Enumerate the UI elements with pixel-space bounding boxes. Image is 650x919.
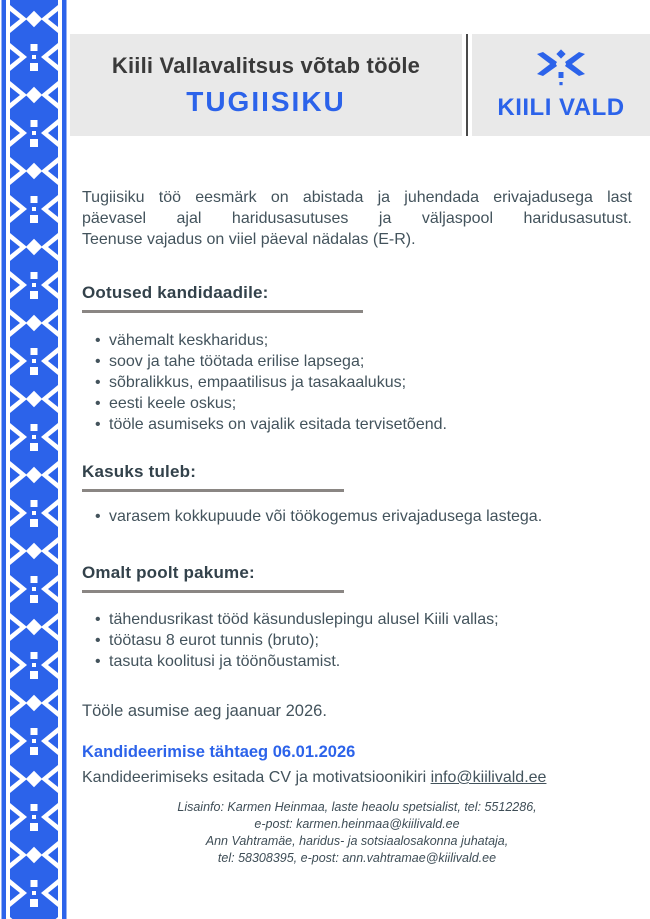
- intro-line: Teenuse vajadus on viiel päeval nädalas (E-R).: [82, 231, 416, 248]
- section-heading-expectations: Ootused kandidaadile:: [82, 283, 269, 302]
- list-item: • tööle asumiseks on vajalik esitada tervisetõend.: [95, 414, 632, 435]
- offer-list: [95, 609, 632, 672]
- page-title: Kiili Vallavalitsus võtab tööle: [111, 52, 421, 78]
- apply-line: [82, 769, 632, 787]
- contact-line: Lisainfo: Karmen Heinmaa, laste heaolu spetsialist, tel: 5512286,: [177, 800, 537, 814]
- contact-info: [82, 799, 632, 867]
- title-box: [70, 34, 462, 136]
- heading-rule: [82, 590, 344, 593]
- list-item: • vähemalt keskharidus;: [95, 330, 632, 351]
- apply-email-link[interactable]: info@kiilivald.ee: [430, 769, 547, 786]
- start-date-line: Tööle asumise aeg jaanuar 2026.: [82, 702, 327, 720]
- header: [70, 34, 650, 136]
- section-heading-advantages: Kasuks tuleb:: [82, 462, 197, 481]
- dragonfly-icon: [529, 49, 593, 91]
- job-title: TUGIISIKU: [186, 85, 346, 117]
- list-item: • soov ja tahe töötada erilise lapsega;: [95, 351, 632, 372]
- list-item: • varasem kokkupuude või töökogemus erivajadusega lastega.: [95, 506, 632, 527]
- contact-line: Ann Vahtramäe, haridus- ja sotsiaalosakonna juhataja,: [205, 834, 509, 848]
- section-heading-offer: Omalt poolt pakume:: [82, 563, 255, 582]
- folk-pattern-border-icon: [0, 0, 68, 919]
- heading-rule: [82, 310, 363, 313]
- apply-text: Kandideerimiseks esitada CV ja motivatsioonikiri: [82, 769, 431, 786]
- header-divider: [466, 34, 468, 136]
- logo-box: [472, 34, 650, 136]
- intro-line: päevasel ajal haridusasutuses ja väljaspool haridusasutust.: [82, 210, 632, 227]
- intro-paragraph: [82, 187, 632, 250]
- logo-wordmark: KIILI VALD: [497, 93, 625, 121]
- list-item: • tasuta koolitusi ja töönõustamist.: [95, 651, 632, 672]
- deadline-line: Kandideerimise tähtaeg 06.01.2026: [82, 743, 356, 761]
- advantages-list: [95, 506, 632, 527]
- contact-line: tel: 58308395, e-post: ann.vahtramae@kiilivald.ee: [217, 851, 497, 865]
- intro-line: Tugiisiku töö eesmärk on abistada ja juhendada erivajadusega last: [82, 189, 632, 206]
- text-column: [68, 187, 650, 867]
- list-item: • sõbralikkus, empaatilisus ja tasakaalukus;: [95, 372, 632, 393]
- heading-rule: [82, 489, 344, 492]
- content-column: [68, 0, 650, 919]
- list-item: • tähendusrikast tööd käsunduslepingu alusel Kiili vallas;: [95, 609, 632, 630]
- list-item: • töötasu 8 eurot tunnis (bruto);: [95, 630, 632, 651]
- expectations-list: [95, 330, 632, 435]
- list-item: • eesti keele oskus;: [95, 393, 632, 414]
- contact-line: e-post: karmen.heinmaa@kiilivald.ee: [254, 817, 460, 831]
